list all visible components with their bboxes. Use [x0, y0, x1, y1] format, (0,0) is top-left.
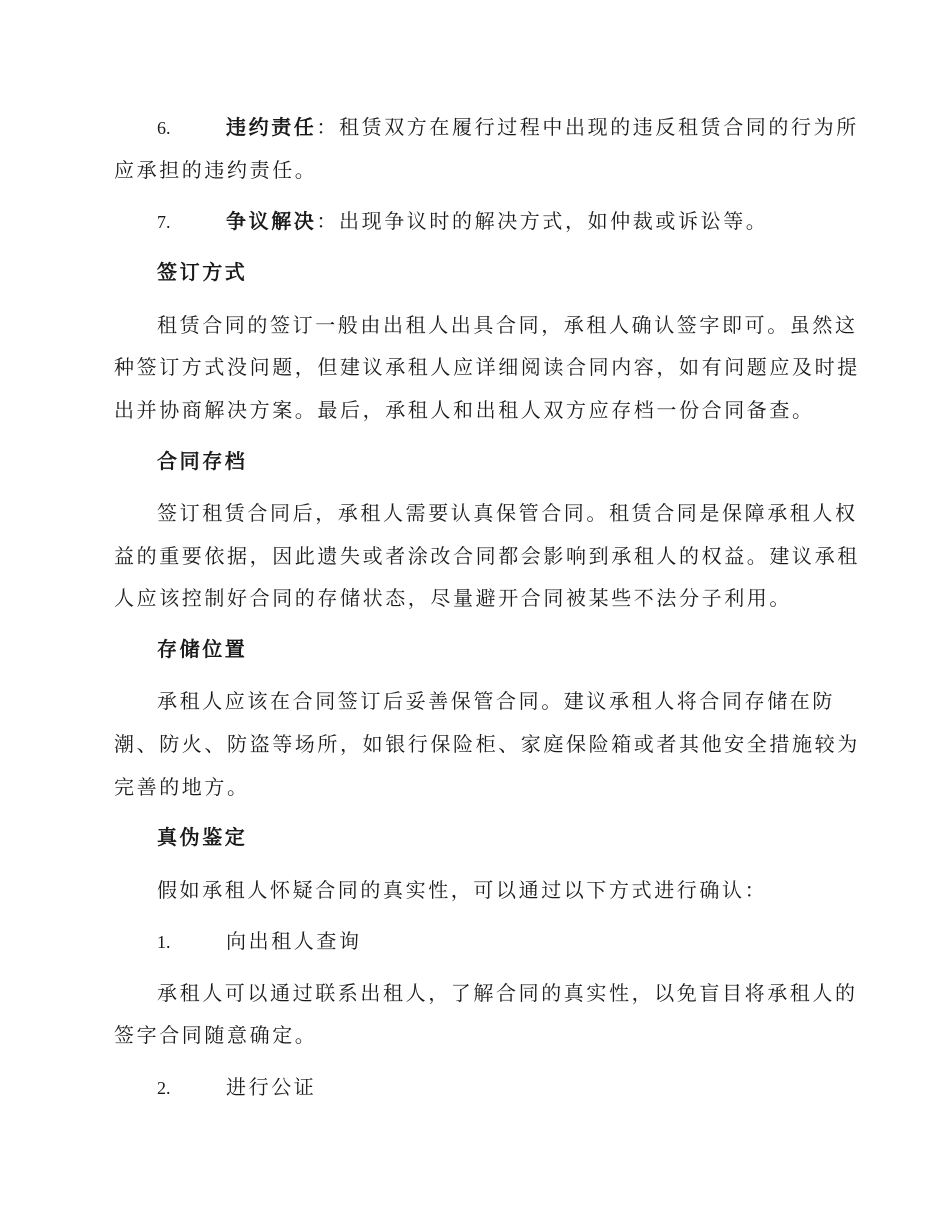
- liability-line-1: [226, 113, 859, 141]
- authenticity-heading: 真伪鉴定: [157, 825, 248, 849]
- item-number-7: 7.: [157, 212, 171, 232]
- storage-line-3: 完善的地方。: [114, 775, 250, 799]
- liability-term: 违约责任: [226, 115, 317, 139]
- storage-heading: 存储位置: [157, 637, 248, 661]
- archive-line-1: 签订租赁合同后，承租人需要认真保管合同。租赁合同是保障承租人权: [157, 501, 858, 525]
- liability-text: ：租赁双方在履行过程中出现的违反租赁合同的行为所: [316, 115, 859, 139]
- item-2-label: 进行公证: [226, 1075, 317, 1099]
- dispute-text: ：出现争议时的解决方式，如仲裁或诉讼等。: [316, 209, 769, 233]
- item-1-line-1: 承租人可以通过联系出租人，了解合同的真实性，以免盲目将承租人的: [157, 981, 858, 1005]
- storage-line-2: 潮、防火、防盗等场所，如银行保险柜、家庭保险箱或者其他安全措施较为: [114, 732, 860, 756]
- item-1-line-2: 签字合同随意确定。: [114, 1023, 318, 1047]
- signing-line-2: 种签订方式没问题，但建议承租人应详细阅读合同内容，如有问题应及时提: [114, 355, 860, 379]
- liability-line-2: 应承担的违约责任。: [114, 158, 318, 182]
- archive-line-2: 益的重要依据，因此遗失或者涂改合同都会影响到承租人的权益。建议承租: [114, 544, 860, 568]
- storage-line-1: 承租人应该在合同签订后妥善保管合同。建议承租人将合同存储在防: [157, 689, 835, 713]
- archive-heading: 合同存档: [157, 449, 248, 473]
- item-number-6: 6.: [157, 118, 171, 138]
- dispute-term: 争议解决: [226, 209, 317, 233]
- authenticity-intro: 假如承租人怀疑合同的真实性，可以通过以下方式进行确认：: [157, 878, 768, 902]
- signing-heading: 签订方式: [157, 260, 248, 284]
- archive-line-3: 人应该控制好合同的存储状态，尽量避开合同被某些不法分子利用。: [114, 586, 792, 610]
- item-1-label: 向出租人查询: [226, 929, 362, 953]
- dispute-line: [226, 207, 768, 235]
- item-number-2: 2.: [157, 1078, 171, 1098]
- item-number-1: 1.: [157, 932, 171, 952]
- signing-line-3: 出并协商解决方案。最后，承租人和出租人双方应存档一份合同备查。: [114, 398, 815, 422]
- signing-line-1: 租赁合同的签订一般由出租人出具合同，承租人确认签字即可。虽然这: [157, 313, 858, 337]
